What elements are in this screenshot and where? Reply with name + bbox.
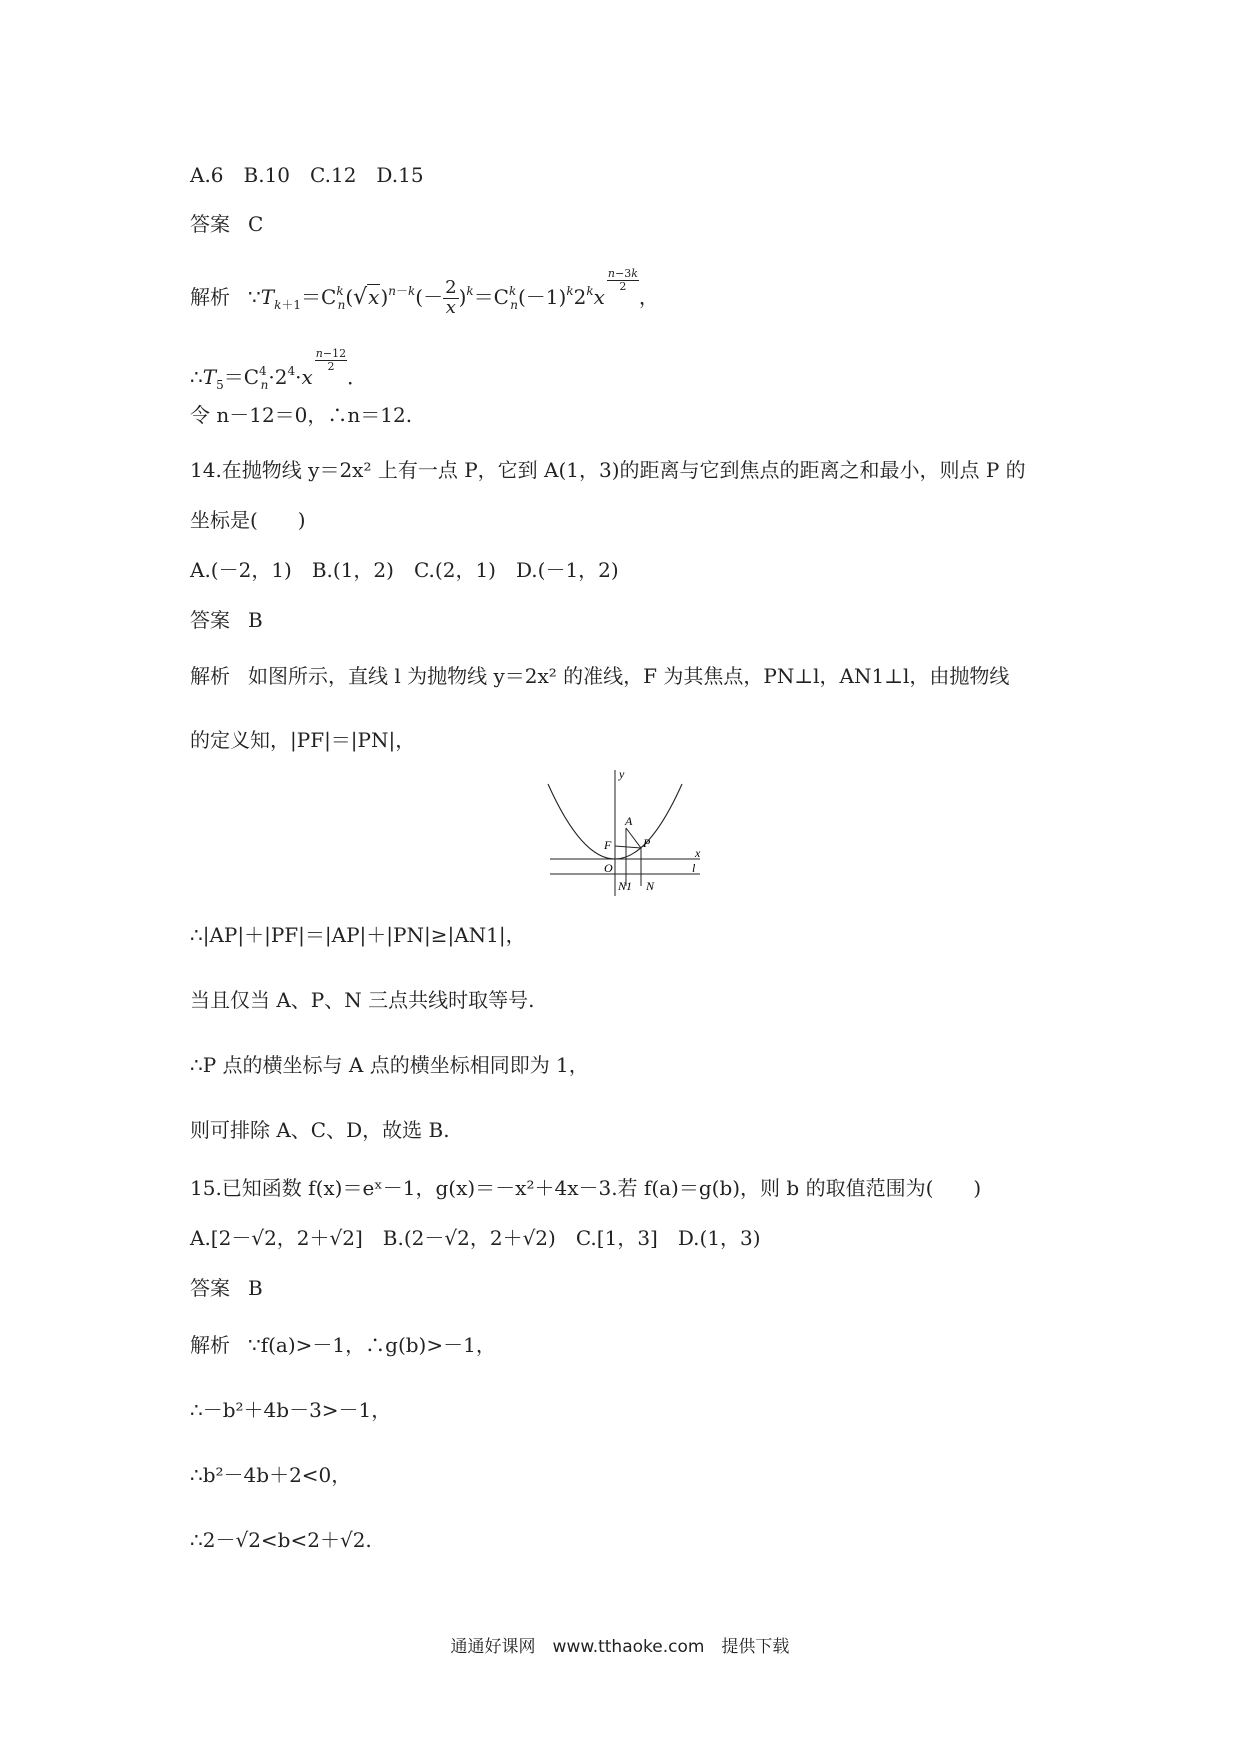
q15-options: A.[2－√2，2＋√2] B.(2－√2，2＋√2) C.[1，3] D.(1，3) <box>190 1226 761 1250</box>
answer-label: 答案 <box>190 608 230 632</box>
analysis-text: ∵f(a)>－1，∴g(b)>－1， <box>248 1333 496 1357</box>
q14-stem-line-1: 14.在抛物线 y＝2x² 上有一点 P，它到 A(1，3)的距离与它到焦点的距离之和最小，则点 P 的 <box>190 458 1026 482</box>
label-l: l <box>692 861 696 875</box>
q15-analysis-line-3: ∴b²－4b＋2<0， <box>190 1463 352 1487</box>
answer-value: C <box>248 212 264 236</box>
answer-value: B <box>248 608 263 632</box>
analysis-text: 如图所示，直线 l 为抛物线 y＝2x² 的准线，F 为其焦点，PN⊥l，AN1⊥l，由抛物线 <box>248 664 1010 688</box>
answer-label: 答案 <box>190 212 230 236</box>
answer-label: 答案 <box>190 1276 230 1300</box>
q14-answer-row <box>190 610 263 630</box>
label-f: F <box>604 838 612 852</box>
q14-analysis-line-1 <box>190 666 1009 686</box>
q14-analysis-line-3: ∴|AP|＋|PF|＝|AP|＋|PN|≥|AN1|， <box>190 923 526 947</box>
analysis-label: 解析 <box>190 285 230 310</box>
q14-stem-line-2: 坐标是( ) <box>190 508 306 532</box>
q13-analysis-formula: 解析 $\because T_{k+1}=C^k_n(√x)^{n-k}(-$ $\frac{2}{x}$ )$^k=C^k_n(-1)^k2^kx$ $\frac{n-3k}{2}$ ， <box>190 267 659 319</box>
q15-answer-row <box>190 1278 263 1298</box>
label-x: x <box>695 846 701 860</box>
answer-value: B <box>248 1276 263 1300</box>
q15-analysis-line-1 <box>190 1335 496 1355</box>
q14-analysis-line-6: 则可排除 A、C、D，故选 B. <box>190 1118 450 1142</box>
q15-stem: 15.已知函数 f(x)＝eˣ－1，g(x)＝－x²＋4x－3.若 f(a)＝g(b)，则 b 的取值范围为( ) <box>190 1176 982 1200</box>
analysis-label: 解析 <box>190 1333 230 1357</box>
label-n: N <box>646 879 655 893</box>
label-p: P <box>643 836 651 850</box>
segment-ap <box>626 828 641 848</box>
q13-answer-row <box>190 214 263 234</box>
label-o: O <box>604 861 613 875</box>
q15-analysis-line-2: ∴－b²＋4b－3>－1， <box>190 1398 392 1422</box>
q14-analysis-line-2: 的定义知，|PF|＝|PN|， <box>190 728 416 752</box>
label-n1: N1 <box>618 879 633 893</box>
q13-analysis-line-3: 令 n－12＝0，∴n＝12. <box>190 403 413 427</box>
q14-analysis-line-5: ∴P 点的横坐标与 A 点的横坐标相同即为 1， <box>190 1053 589 1077</box>
q13-analysis-line-2: $\therefore T_5=C^4_n\cdot 2^4\cdot x$ $\frac{n-12}{2}$ ． <box>190 347 368 393</box>
analysis-label: 解析 <box>190 664 230 688</box>
page-footer: 通通好课网 www.tthaoke.com 提供下载 <box>450 1637 790 1657</box>
q13-options: A.6 B.10 C.12 D.15 <box>190 163 424 187</box>
q14-analysis-line-4: 当且仅当 A、P、N 三点共线时取等号. <box>190 988 535 1012</box>
q14-options: A.(－2，1) B.(1，2) C.(2，1) D.(－1，2) <box>190 558 619 582</box>
parabola-figure <box>540 768 710 898</box>
q15-analysis-line-4: ∴2－√2<b<2＋√2. <box>190 1528 372 1552</box>
label-a: A <box>625 814 633 828</box>
label-y: y <box>619 768 625 781</box>
segment-fp <box>615 846 641 848</box>
